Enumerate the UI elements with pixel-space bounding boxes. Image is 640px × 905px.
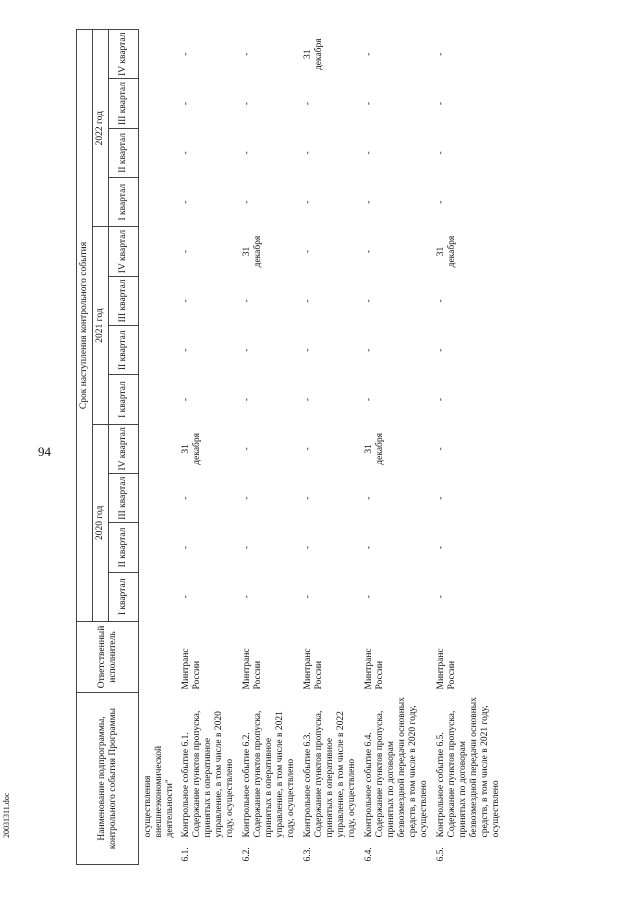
row-number: 6.1. — [181, 847, 191, 862]
deadline-cell: - — [364, 299, 374, 303]
deadline-cell: - — [181, 545, 191, 550]
deadline-cell: - — [364, 397, 374, 402]
deadline-cell: - — [364, 151, 374, 155]
deadline-cell: - — [181, 151, 191, 155]
deadline-cell: - — [364, 595, 374, 599]
deadline-cell: - — [364, 545, 374, 550]
header-quarter: III квартал — [109, 79, 139, 128]
deadline-cell: - — [436, 151, 446, 155]
deadline-cell: - — [181, 249, 191, 254]
header-year-2022: 2022 год — [93, 30, 109, 227]
deadline-cell: 31 декабря — [242, 235, 263, 268]
deadline-cell: - — [181, 348, 191, 352]
header-quarter: I квартал — [109, 375, 139, 424]
header-quarter: II квартал — [109, 128, 139, 177]
event-executor: Минтранс России — [364, 648, 385, 690]
event-executor: Минтранс России — [436, 648, 457, 690]
header-quarter: IV квартал — [109, 227, 139, 276]
deadline-cell: - — [242, 151, 252, 155]
deadline-cell: - — [242, 545, 252, 550]
deadline-cell: - — [242, 447, 252, 451]
deadline-cell: - — [303, 545, 313, 550]
deadline-cell: - — [242, 200, 252, 204]
deadline-cell: - — [303, 595, 313, 599]
event-executor: Минтранс России — [181, 648, 202, 690]
deadline-cell: - — [303, 151, 313, 155]
event-name: Контрольное событие 6.5. Содержание пунктов пропуска, принятых по договорам безвозмездной передачи основных средств, в том числе в 2021 году, осуществлено — [436, 697, 501, 838]
deadline-cell: - — [303, 299, 313, 303]
deadline-cell: - — [181, 397, 191, 402]
deadline-cell: - — [303, 101, 313, 106]
file-label: 20031311.doc — [2, 792, 11, 838]
deadline-cell: - — [242, 496, 252, 500]
header-quarter: I квартал — [109, 178, 139, 227]
deadline-cell: - — [181, 496, 191, 500]
header-quarter: III квартал — [109, 474, 139, 523]
deadline-cell: - — [364, 249, 374, 254]
deadline-cell: - — [436, 397, 446, 402]
event-name: Контрольное событие 6.2. Содержание пунктов пропуска, принятых в оперативное управление, в том числе в 2021 году, осуществлено — [242, 710, 296, 838]
deadline-cell: - — [303, 397, 313, 402]
header-deadline: Срок наступления контрольного события — [77, 30, 93, 622]
page-number: 94 — [38, 444, 51, 459]
deadline-cell: 31 декабря — [181, 433, 202, 465]
event-name: Контрольное событие 6.1. Содержание пунктов пропуска, принятых в оперативное управление, в том числе в 2020 году, осуществлено — [181, 710, 235, 838]
deadline-cell: - — [436, 101, 446, 106]
deadline-cell: - — [364, 52, 374, 56]
deadline-cell: - — [242, 348, 252, 352]
deadline-cell: - — [242, 299, 252, 303]
deadline-cell: - — [181, 299, 191, 303]
deadline-cell: - — [242, 595, 252, 599]
event-executor: Минтранс России — [242, 648, 263, 690]
table-row — [239, 30, 300, 865]
deadline-cell: - — [436, 595, 446, 599]
table-row — [300, 30, 361, 865]
header-quarter: I квартал — [109, 572, 139, 621]
deadline-cell: - — [181, 101, 191, 106]
deadline-cell: - — [436, 496, 446, 500]
deadline-cell: - — [303, 447, 313, 451]
header-quarter: IV квартал — [109, 30, 139, 79]
event-name: Контрольное событие 6.4. Содержание пунктов пропуска, принятых по договорам безвозмездной передачи основных средств, в том числе в 2020 году, осуществлено — [364, 697, 429, 838]
header-quarter: IV квартал — [109, 424, 139, 473]
deadline-cell: - — [364, 101, 374, 106]
deadline-cell: - — [303, 496, 313, 500]
deadline-cell: - — [436, 52, 446, 56]
deadline-cell: - — [436, 200, 446, 204]
deadline-cell: - — [242, 52, 252, 56]
deadline-cell: - — [181, 200, 191, 204]
deadline-cell: - — [436, 299, 446, 303]
header-quarter: II квартал — [109, 326, 139, 375]
row-number: 6.2. — [242, 847, 252, 862]
deadline-cell: 31 декабря — [436, 235, 457, 268]
table-row — [361, 30, 433, 865]
header-year-2021: 2021 год — [93, 227, 109, 424]
deadline-cell: - — [303, 348, 313, 352]
header-quarter: II квартал — [109, 523, 139, 572]
row-number: 6.5. — [436, 847, 446, 862]
deadline-cell: - — [242, 101, 252, 106]
table-row — [178, 30, 239, 865]
event-name: Контрольное событие 6.3. Содержание пунктов пропуска, принятых в оперативное управление, в том числе в 2022 году, осуществлено — [303, 710, 357, 838]
rotated-page-content — [76, 30, 618, 865]
deadline-cell: - — [364, 348, 374, 352]
control-events-table — [76, 29, 505, 865]
table-row — [433, 30, 505, 865]
row-number: 6.4. — [364, 847, 374, 862]
deadline-cell: - — [364, 200, 374, 204]
deadline-cell: - — [181, 52, 191, 56]
continuation-text: осуществления внешнеэкономической деятельности" — [143, 745, 175, 838]
deadline-cell: - — [181, 595, 191, 599]
deadline-cell: - — [436, 545, 446, 550]
deadline-cell: - — [436, 447, 446, 451]
header-name: Наименование подпрограммы, контрольного события Программы — [77, 693, 139, 865]
header-quarter: III квартал — [109, 276, 139, 325]
event-executor: Минтранс России — [303, 648, 324, 690]
deadline-cell: 31 декабря — [364, 433, 385, 465]
header-year-2020: 2020 год — [93, 424, 109, 621]
header-executor: Ответственный исполнитель — [77, 622, 139, 693]
deadline-cell: - — [303, 200, 313, 204]
deadline-cell: 31 декабря — [303, 38, 324, 71]
row-number: 6.3. — [303, 847, 313, 862]
deadline-cell: - — [303, 249, 313, 254]
deadline-cell: - — [242, 397, 252, 402]
deadline-cell: - — [364, 496, 374, 500]
deadline-cell: - — [436, 348, 446, 352]
